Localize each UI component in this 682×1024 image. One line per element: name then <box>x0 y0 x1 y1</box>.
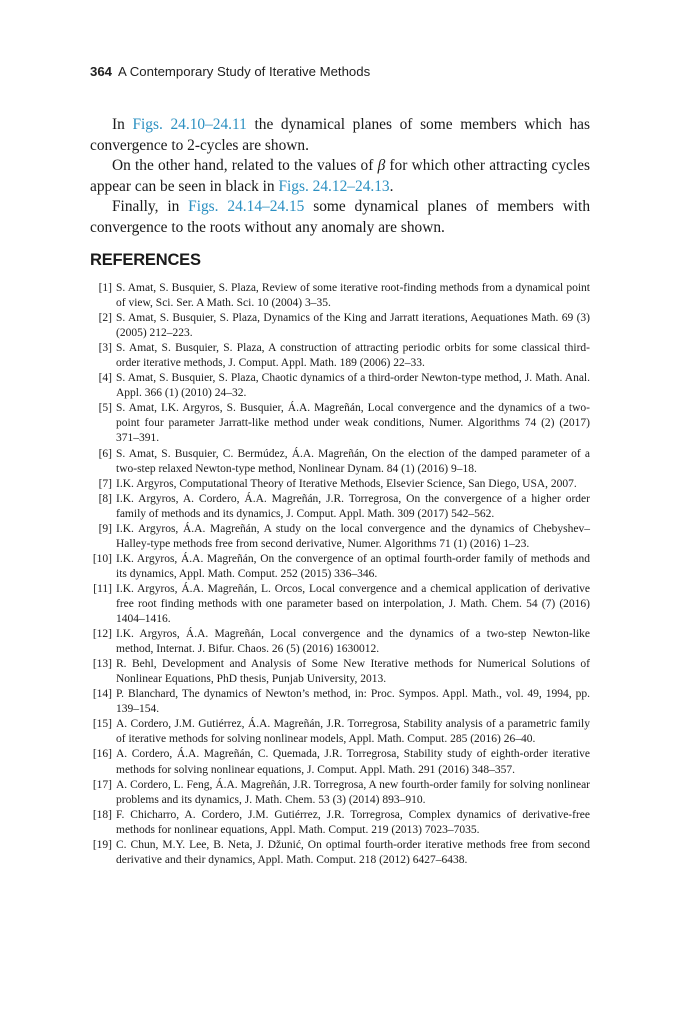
reference-number: [14] <box>92 688 112 701</box>
reference-number: [11] <box>93 582 112 595</box>
reference-number: [7] <box>98 477 112 490</box>
reference-item <box>90 717 590 747</box>
reference-text: I.K. Argyros, Á.A. Magreñán, L. Orcos, Local convergence and a chemical application of derivative free root finding methods with one parameter based on interpolation, J. Math. Chem. 54 (7) (2016) 1404–1416. <box>116 582 590 626</box>
paragraph-1 <box>90 115 590 156</box>
reference-item <box>90 552 590 582</box>
reference-item <box>90 627 590 657</box>
reference-item <box>90 687 590 717</box>
reference-item <box>90 311 590 341</box>
reference-text: S. Amat, S. Busquier, C. Bermúdez, Á.A. Magreñán, On the election of the damped parameter of a two-step relaxed Newton-type method, Nonlinear Dynam. 84 (1) (2016) 9–18. <box>116 447 590 475</box>
reference-number: [18] <box>92 808 112 821</box>
reference-item <box>90 808 590 838</box>
figure-link-24-12[interactable]: Figs. 24.12–24.13 <box>278 177 390 195</box>
reference-text: S. Amat, S. Busquier, S. Plaza, Dynamics of the King and Jarratt iterations, Aequationes Math. 69 (3) (2005) 212–223. <box>116 312 590 340</box>
reference-number: [9] <box>98 522 112 535</box>
beta-symbol: β <box>377 157 386 175</box>
reference-item <box>90 522 590 552</box>
reference-item <box>90 447 590 477</box>
reference-list <box>90 281 590 868</box>
reference-number: [15] <box>92 718 112 731</box>
reference-text: A. Cordero, J.M. Gutiérrez, Á.A. Magreñán, J.R. Torregrosa, Stability analysis of a parametric family of iterative methods for solving nonlinear models, Appl. Math. Comput. 285 (2016) 26–40. <box>116 718 590 746</box>
reference-item <box>90 582 590 627</box>
reference-text: I.K. Argyros, Á.A. Magreñán, Local convergence and the dynamics of a two-step Newton-like method, Internat. J. Bifur. Chaos. 26 (5) (2016) 1630012. <box>116 628 590 656</box>
text-run: the dynamical planes of some members which has convergence to 2-cycles are shown. <box>90 116 591 154</box>
text-run: Finally, in <box>112 198 189 216</box>
reference-number: [3] <box>98 342 112 355</box>
intro-text <box>90 115 590 239</box>
reference-item <box>90 838 590 868</box>
reference-number: [1] <box>98 282 112 294</box>
book-title: A Contemporary Study of Iterative Methods <box>118 64 371 79</box>
reference-text: I.K. Argyros, Á.A. Magreñán, On the convergence of an optimal fourth-order family of methods and its dynamics, Appl. Math. Comput. 252 (2015) 336–346. <box>116 552 590 580</box>
reference-item <box>90 281 590 311</box>
reference-text: A. Cordero, Á.A. Magreñán, C. Quemada, J.R. Torregrosa, Stability study of eighth-order iterative methods for solving nonlinear equations, J. Comput. Appl. Math. 291 (2016) 348–357. <box>116 748 590 776</box>
reference-number: [12] <box>92 628 112 641</box>
reference-text: A. Cordero, L. Feng, Á.A. Magreñán, J.R. Torregrosa, A new fourth-order family for solving nonlinear problems and its dynamics, J. Math. Chem. 53 (3) (2014) 893–910. <box>116 778 590 806</box>
text-run: In <box>112 116 133 133</box>
reference-number: [5] <box>98 402 112 415</box>
text-run: . <box>389 177 394 195</box>
reference-text: S. Amat, S. Busquier, S. Plaza, A construction of attracting periodic orbits for some classical third-order iterative methods, J. Comput. Appl. Math. 189 (2006) 22–33. <box>116 342 590 370</box>
reference-text: S. Amat, S. Busquier, S. Plaza, Chaotic dynamics of a third-order Newton-type method, J. Math. Anal. Appl. 366 (1) (2010) 24–32. <box>116 372 590 400</box>
reference-text: R. Behl, Development and Analysis of Some New Iterative methods for Numerical Solutions of Nonlinear Equations, PhD thesis, Punjab University, 2013. <box>116 658 590 686</box>
reference-item <box>90 747 590 777</box>
reference-item <box>90 492 590 522</box>
reference-number: [16] <box>92 748 112 761</box>
reference-number: [6] <box>98 447 112 460</box>
paragraph-2 <box>90 156 590 197</box>
reference-text: I.K. Argyros, Computational Theory of Iterative Methods, Elsevier Science, San Diego, USA, 2007. <box>116 477 577 490</box>
reference-item <box>90 657 590 687</box>
reference-text: P. Blanchard, The dynamics of Newton’s method, in: Proc. Sympos. Appl. Math., vol. 49, 1994, pp. 139–154. <box>116 688 590 716</box>
reference-item <box>90 371 590 401</box>
reference-text: F. Chicharro, A. Cordero, J.M. Gutiérrez, J.R. Torregrosa, Complex dynamics of derivative-free methods for nonlinear equations, Appl. Math. Comput. 219 (2013) 7023–7035. <box>116 808 590 836</box>
reference-number: [13] <box>92 658 112 671</box>
reference-item <box>90 477 590 492</box>
reference-text: I.K. Argyros, Á.A. Magreñán, A study on the local convergence and the dynamics of Chebyshev–Halley-type methods free from second derivative, Numer. Algorithms 71 (1) (2016) 1–23. <box>116 522 590 550</box>
text-run: some dynamical planes of members with convergence to the roots without any anomaly are shown. <box>90 198 591 236</box>
reference-item <box>90 401 590 446</box>
reference-text: C. Chun, M.Y. Lee, B. Neta, J. Džunić, On optimal fourth-order iterative methods free from second derivative and their dynamics, Appl. Math. Comput. 218 (2012) 6427–6438. <box>116 838 590 866</box>
reference-item <box>90 341 590 371</box>
text-run: On the other hand, related to the values of <box>112 157 378 175</box>
figure-link-24-14[interactable]: Figs. 24.14–24.15 <box>188 198 305 216</box>
paragraph-3 <box>90 197 590 238</box>
text-run: for which other attracting cycles appear can be seen in black in <box>90 157 590 195</box>
references-heading: REFERENCES <box>90 251 201 269</box>
figure-link-24-10[interactable]: Figs. 24.10–24.11 <box>132 116 247 133</box>
reference-number: [19] <box>92 838 112 851</box>
reference-number: [10] <box>92 552 112 565</box>
reference-number: [2] <box>98 312 112 325</box>
reference-text: S. Amat, S. Busquier, S. Plaza, Review of some iterative root-finding methods from a dynamical point of view, Sci. Ser. A Math. Sci. 10 (2004) 3–35. <box>116 282 590 310</box>
page-number: 364 <box>90 64 113 79</box>
reference-item <box>90 778 590 808</box>
reference-number: [4] <box>98 372 112 385</box>
reference-number: [17] <box>92 778 112 791</box>
reference-number: [8] <box>98 492 112 505</box>
reference-text: S. Amat, I.K. Argyros, S. Busquier, Á.A. Magreñán, Local convergence and the dynamics of a two-point four parameter Jarratt-like method under weak conditions, Numer. Algorithms 74 (2) (2017) 371–391. <box>116 402 590 445</box>
reference-text: I.K. Argyros, A. Cordero, Á.A. Magreñán, J.R. Torregrosa, On the convergence of a higher order family of methods and its dynamics, J. Comput. Appl. Math. 309 (2017) 542–562. <box>116 492 590 520</box>
running-header <box>90 64 370 79</box>
